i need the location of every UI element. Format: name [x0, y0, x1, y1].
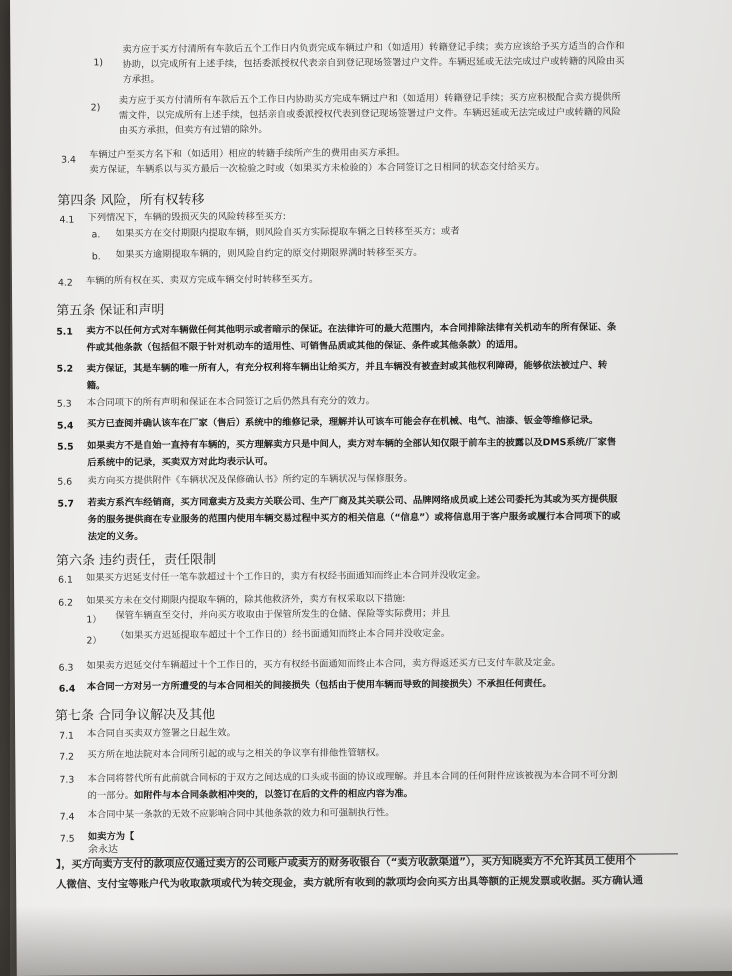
item-number: 2) — [90, 102, 101, 114]
clause-text: 下列情况下，车辆的毁损灭失的风险转移至买方: — [87, 211, 286, 224]
text-line: 协助，以完成所有上述手续，包括委派授权代表亲自到登记现场签署过户文件。车辆迟延或无法完成过户或转籍的风险由买 — [122, 55, 625, 71]
clause-number: 5.7 — [57, 498, 75, 510]
clause-number: 5.2 — [56, 363, 74, 375]
clause-text: 如果买方在交付期限内提取车辆，则风险自买方实际提取车辆之日转移至买方；或者 — [115, 225, 460, 240]
text-line: 卖方应于买方付清所有车款后五个工作日内协助买方完成车辆过户和（如适用）转籍登记手续；买方应积极配合卖方提供所 — [118, 91, 621, 107]
clause-text — [119, 90, 621, 139]
text-line: 卖方应于买方付清所有车款后五个工作日内负责完成车辆过户和（如适用）转籍登记手续；卖方应该给予买方适当的合作和 — [122, 40, 625, 56]
clause-number: 5.4 — [56, 420, 74, 432]
text-line: 后系统中的记录，买卖双方对此均表示认可。 — [87, 456, 274, 469]
clause-text: 买方已查阅并确认该车在厂家（售后）系统中的维修记录，理解并认可该车可能会存在机械、电气、油漆、钣金等维修记录。 — [86, 414, 599, 430]
item-number: 2） — [86, 635, 102, 647]
text-span-bold: 如附件与本合同条款相冲突的，以签订在后的文件的相应内容为准。 — [134, 788, 414, 802]
clause-number: 3.4 — [61, 154, 76, 166]
text-line: 需文件，以完成所有上述手续，包括亲自或委派授权代表到登记现场签署过户文件。车辆迟延或无法完成过户或转籍的风险 — [118, 106, 621, 122]
text-line: 本合同将替代所有此前就合同标的于双方之间达成的口头或书面的协议或理解。并且本合同的任何附件应该被视为本合同不可分割 — [87, 769, 618, 785]
clause-text — [122, 39, 624, 88]
clause-number: 5.3 — [56, 398, 72, 410]
clause-text — [87, 767, 617, 805]
clause-text: 买方所在地法院对本合同所引起的或与之相关的争议享有排他性管辖权。 — [87, 747, 385, 761]
clause-text: 保管车辆直至交付，并向买方收取由于保管所发生的仓储、保险等实际费用；并且 — [115, 607, 451, 622]
filled-name: 余永达 — [87, 844, 118, 856]
clause-text: 如果卖方迟延交付车辆超过十个工作日的，买方有权经书面通知而终止本合同，卖方得返还买方已支付车款及定金。 — [86, 657, 561, 672]
clause-text: 如果买方迟延支付任一笔车款超过十个工作日的，卖方有权经书面通知而终止本合同并没收定金。 — [85, 569, 486, 584]
text-line: 法定的义务。 — [87, 531, 144, 543]
clause-number: 5.1 — [56, 326, 73, 338]
text-line: 务的服务提供商在专业服务的范围内使用车辆交易过程中买方的相关信息（“信息”）或将信息用于客户服务或履行本合同项下的或 — [87, 510, 621, 526]
item-number: a. — [91, 229, 101, 241]
section-heading: 第五条 保证和声明 — [56, 302, 165, 319]
clause-number: 4.2 — [57, 277, 73, 289]
text-line: 籍。 — [86, 380, 106, 392]
item-number: b. — [91, 251, 101, 263]
text-line: 若卖方系汽车经销商，买方同意卖方及卖方关联公司、生产厂商及其关联公司、品牌网络成员或上述公司委托为其或为买方提供服 — [87, 493, 618, 509]
shadow-overlay — [0, 906, 732, 976]
clause-text — [87, 434, 616, 472]
clause-text: 本合同一方对另一方所遭受的与本合同相关的间接损失（包括由于使用车辆而导致的间接损失）不承担任何责任。 — [86, 678, 552, 693]
clause-text: 如果买方逾期提取车辆的，则风险自约定的原交付期限界满时转移至买方。 — [115, 247, 423, 261]
clause-text — [87, 357, 608, 395]
clause-text: 本合同自买卖双方签署之日起生效。 — [87, 727, 236, 740]
clause-text: 如卖方为【 — [87, 831, 135, 843]
clause-text: 本合同中某一条款的无效不应影响合同中其他条款的效力和可强制执行性。 — [87, 807, 395, 821]
clause-number: 4.1 — [59, 214, 75, 226]
page-edge — [0, 0, 10, 976]
item-number: 1） — [86, 614, 102, 626]
clause-text: 】，买方向卖方支付的款项应仅通过卖方的公司账户或卖方的财务收银台（“卖方收款渠道”），买方知晓卖方不允许其员工使用个 — [55, 854, 636, 871]
text-line: 由买方承担，但卖方有过错的除外。 — [118, 124, 268, 137]
text-line — [87, 784, 617, 805]
clause-text — [89, 144, 545, 177]
item-number: 1) — [93, 57, 104, 69]
clause-number: 6.3 — [58, 662, 74, 674]
clause-text: 本合同项下的所有声明和保证在本合同签订之后仍然具有充分的效力。 — [86, 395, 376, 409]
clause-number: 6.2 — [58, 597, 74, 609]
section-heading: 第四条 风险，所有权转移 — [57, 192, 205, 209]
clause-text: 卖方向买方提供附件《车辆状况及保修确认书》所约定的车辆状况与保修服务。 — [87, 473, 413, 487]
clause-text: 如果买方未在交付期限内提取车辆的，除其他救济外，卖方有权采取以下措施: — [86, 593, 406, 607]
section-heading: 第六条 违约责任，责任限制 — [55, 552, 217, 569]
text-line: 卖方保证，车辆系以与买方最后一次检验之时或（如果买方未检验的）本合同签订之日相同的状态交付给买方。 — [89, 161, 545, 176]
clause-text: 车辆的所有权在买、卖双方完成车辆交付时转移至买方。 — [85, 273, 319, 287]
text-line: 如果卖方不是自始一直持有车辆的，买方理解卖方只是中间人，卖方对车辆的全部认知仅限于前车主的披露以及DMS系统/厂家售 — [87, 436, 617, 452]
clause-number: 5.6 — [57, 476, 73, 488]
text-line: 件或其他条款（包括但不限于针对机动车的适用性、可销售品质或其他的保证、条件或其他条款）的适用。 — [86, 339, 524, 354]
text-line: 卖方保证，其是车辆的唯一所有人，有充分权利将车辆出让给买方，并且车辆没有被查封或其他权利障碍，能够依法被过户、转 — [86, 359, 608, 375]
clause-number: 7.2 — [59, 751, 75, 763]
text-span: 的一部分。 — [87, 790, 135, 802]
clause-number: 7.1 — [59, 730, 74, 742]
section-heading: 第七条 合同争议解决及其他 — [54, 707, 216, 724]
contract-page — [10, 0, 732, 976]
clause-text — [86, 319, 616, 357]
clause-number: 7.5 — [59, 833, 75, 845]
clause-number: 7.3 — [59, 774, 75, 786]
clause-text — [87, 491, 620, 546]
clause-number: 6.1 — [58, 574, 73, 586]
clause-number: 6.4 — [58, 683, 76, 695]
clause-text: （如果买方迟延提取车超过十个工作日的）经书面通知而终止本合同并没收定金。 — [115, 627, 451, 642]
clause-number: 7.4 — [59, 811, 75, 823]
clause-number: 5.5 — [57, 441, 74, 453]
text-line: 方承担。 — [122, 73, 160, 86]
text-line: 车辆过户至买方名下和（如适用）相应的转籍手续所产生的费用由买方承担。 — [89, 147, 406, 161]
clause-text: 人微信、支付宝等账户代为收取款项或代为转交现金，卖方就所有收到的款项均会向买方出具等额的正规发票或收据。买方确认通 — [56, 874, 644, 891]
text-line: 卖方不以任何方式对车辆做任何其他明示或者暗示的保证。在法律许可的最大范围内，本合同排除法律有关机动车的所有保证、条 — [86, 321, 617, 337]
